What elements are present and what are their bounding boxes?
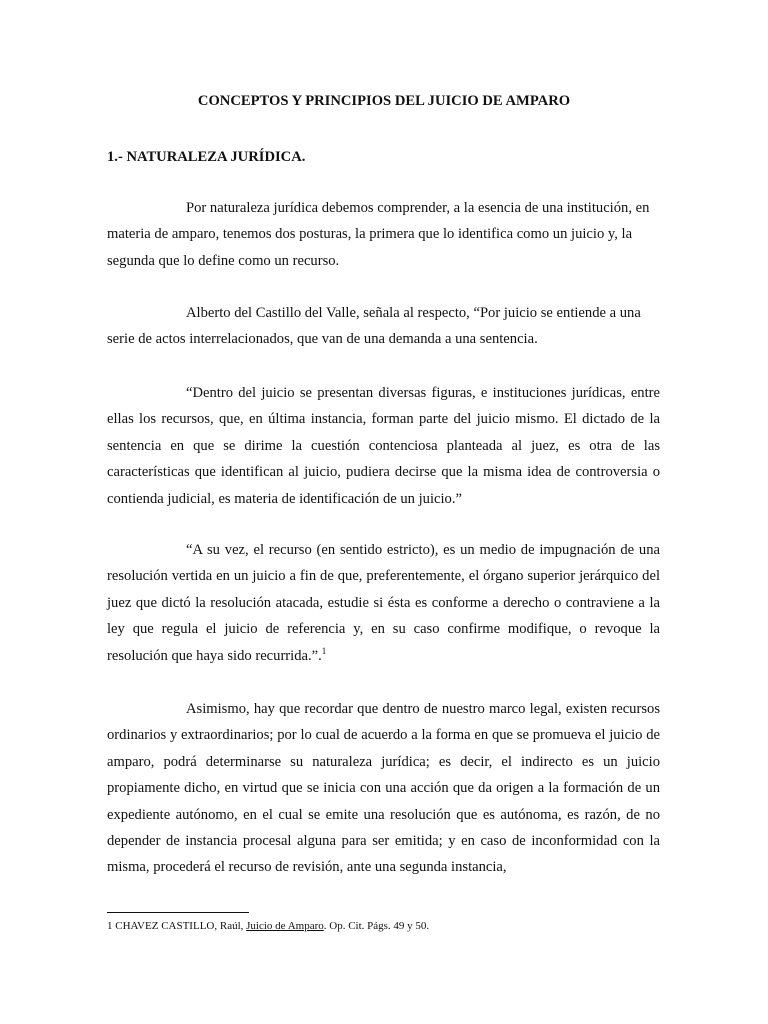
footnote-divider [107,912,249,913]
footnote [107,919,429,933]
section-heading: 1.- NATURALEZA JURÍDICA. [107,149,306,165]
footnote-work-title: Juicio de Amparo [246,920,324,932]
footnote-number: 1 [107,920,113,932]
footnote-citation: . Op. Cit. Págs. 49 y 50. [323,920,430,932]
page-title: CONCEPTOS Y PRINCIPIOS DEL JUICIO DE AMPARO [197,93,571,109]
paragraph: “Dentro del juicio se presentan diversas figuras, e instituciones jurídicas, entre ellas los recursos, que, en última instancia, forman parte del juicio mismo. El dictado de la sentencia en que se dirime la cuestión contenciosa planteada al juez, es otra de las características que identifican al juicio, pudiera decirse que la misma idea de controversia o contienda judicial, es materia de identificación de un juicio.” [107,385,660,507]
paragraph: Por naturaleza jurídica debemos comprender, a la esencia de una institución, en materia de amparo, tenemos dos posturas, la primera que lo identifica como un juicio y, la segunda que lo define como un recurso. [107,200,650,269]
paragraph: Asimismo, hay que recordar que dentro de nuestro marco legal, existen recursos ordinarios y extraordinarios; por lo cual de acuerdo a la forma en que se promueva el juicio de amparo, podrá determinarse su naturaleza jurídica; es decir, el indirecto es un juicio propiamente dicho, en virtud que se inicia con una acción que da origen a la formación de un expediente autónomo, en el cual se emite una resolución que es autónoma, es razón, de no depender de instancia procesal alguna para ser emitida; y en caso de inconformidad con la misma, procederá el recurso de revisión, ante una segunda instancia, [107,701,660,876]
footnote-reference: 1 [321,645,327,656]
paragraph-text: “A su vez, el recurso (en sentido estricto), es un medio de impugnación de una resolución vertida en un juicio a fin de que, preferentemente, el órgano superior jerárquico del juez que dictó la resolución atacada, estudie si ésta es conforme a derecho o contraviene a la ley que regula el juicio de referencia y, en su caso confirme modifique, o revoque la resolución que haya sido recurrida.”. [107,542,660,664]
paragraph: Alberto del Castillo del Valle, señala al respecto, “Por juicio se entiende a una serie de actos interrelacionados, que van de una demanda a una sentencia. [107,305,641,348]
paragraph-with-footnote [107,537,660,669]
footnote-author: CHAVEZ CASTILLO, Raúl, [112,920,247,932]
